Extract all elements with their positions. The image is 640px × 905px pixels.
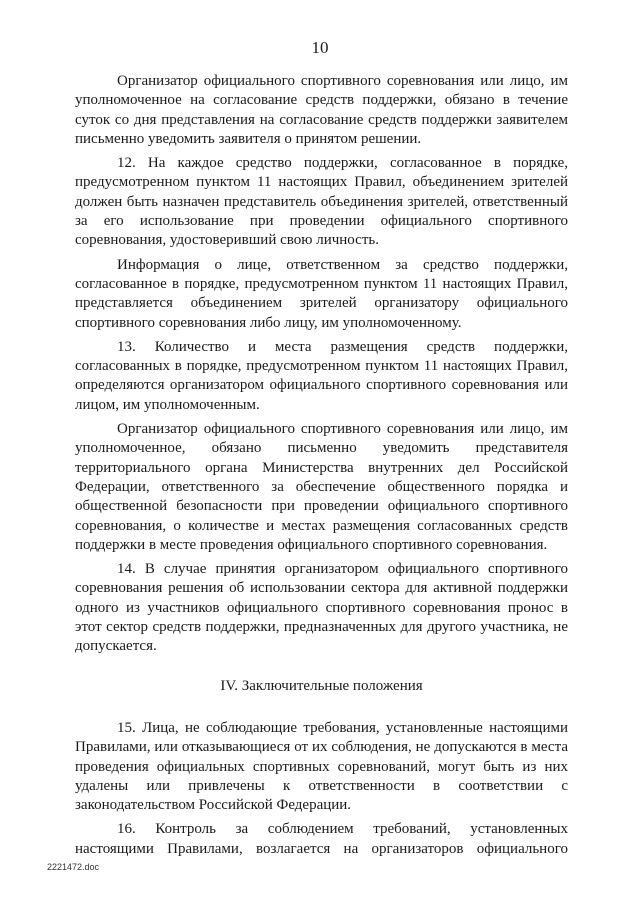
paragraph-item-15: 15. Лица, не соблюдающие требования, установленные настоящими Правилами, или отказывающиеся от их соблюдения, не допускаются в места проведения официальных спортивных соревнований, могут быть из них удалены или привлечены к ответственности в соответствии с законодательством Российской Федерации. <box>75 719 568 814</box>
document-body <box>75 72 568 864</box>
section-heading: IV. Заключительные положения <box>220 677 423 694</box>
paragraph: Организатор официального спортивного соревнования или лицо, им уполномоченное, обязано письменно уведомить представителя территориального органа Министерства внутренних дел Российской Федерации, ответственного за обеспечение общественного порядка и общественной безопасности при проведении официального спортивного соревнования, о количестве и местах размещения согласованных средств поддержки в месте проведения официального спортивного соревнования. <box>75 421 568 553</box>
paragraph-item-14: 14. В случае принятия организатором официального спортивного соревнования решения об использовании сектора для активной поддержки одного из участников официального спортивного соревнования пронос в этот сектор средств поддержки, предназначенных для другого участника, не допускается. <box>75 561 568 655</box>
paragraph-item-12: 12. На каждое средство поддержки, согласованное в порядке, предусмотренном пунктом 11 настоящих Правил, объединением зрителей должен быть назначен представитель объединения зрителей, ответственный за его использование при проведении официального спортивного соревнования, удостоверивший свою личность. <box>75 155 568 249</box>
paragraph-item-16: 16. Контроль за соблюдением требований, установленных настоящими Правилами, возлагается на организаторов официального <box>75 821 568 857</box>
paragraph: Организатор официального спортивного соревнования или лицо, им уполномоченное на согласование средств поддержки, обязано в течение суток со дня представления на согласование средств поддержки заявителем письменно уведомить заявителя о принятом решении. <box>75 73 568 147</box>
paragraph-item-13: 13. Количество и места размещения средств поддержки, согласованных в порядке, предусмотренном пунктом 11 настоящих Правил, определяются организатором официального спортивного соревнования или лицом, им уполномоченным. <box>75 338 568 413</box>
page-number: 10 <box>311 38 329 57</box>
footer-filename: 2221472.doc <box>47 862 100 872</box>
paragraph: Информация о лице, ответственном за средство поддержки, согласованное в порядке, предусмотренном пунктом 11 настоящих Правил, представляется объединением зрителей организатору официального спортивного соревнования либо лицу, им уполномоченному. <box>75 256 568 331</box>
